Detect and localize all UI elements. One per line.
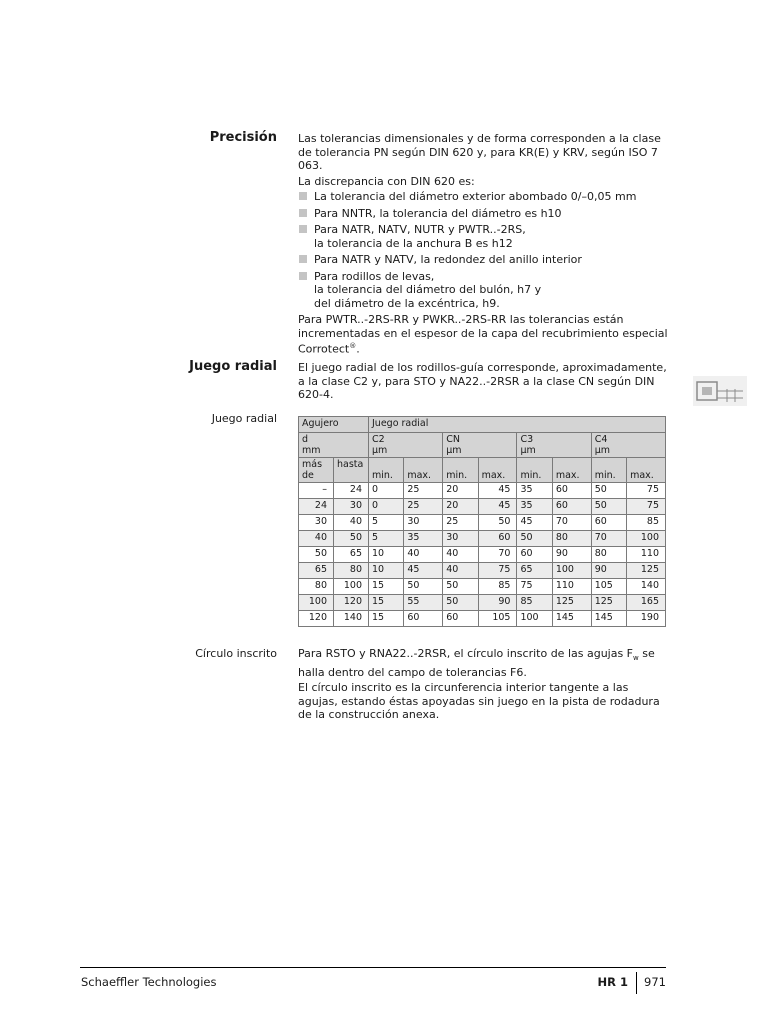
table-cell: 60 — [552, 499, 591, 515]
table-cell: 50 — [478, 515, 517, 531]
table-cell: 50 — [517, 531, 552, 547]
bullet-square-icon — [299, 255, 307, 263]
header-c4: C4 μm — [591, 433, 665, 458]
bullet-line: la tolerancia del diámetro del bulón, h7 y — [314, 283, 542, 296]
table-cell: 24 — [299, 499, 334, 515]
header-d-mm: d mm — [299, 433, 369, 458]
bearing-section-thumbnail-icon — [693, 376, 747, 406]
table-cell: 45 — [404, 563, 443, 579]
table-cell: 60 — [478, 531, 517, 547]
table-cell: 145 — [591, 611, 626, 627]
header-c2: C2 μm — [369, 433, 443, 458]
table-row — [299, 595, 666, 611]
header-max: max. — [404, 458, 443, 483]
table-cell: 35 — [517, 499, 552, 515]
table-row — [299, 515, 666, 531]
table-cell: 60 — [404, 611, 443, 627]
footer-separator — [636, 972, 637, 994]
table-cell: 75 — [517, 579, 552, 595]
table-cell: 65 — [517, 563, 552, 579]
bullet-square-icon — [299, 225, 307, 233]
precision-bullet-item — [298, 270, 670, 311]
inscribed-circle-paragraph-2: El círculo inscrito es la circunferencia interior tangente a las agujas, estando éstas apoyadas sin juego en la pista de rodadura de la construcción anexa. — [298, 681, 660, 722]
table-cell: 50 — [591, 483, 626, 499]
table-cell: 25 — [404, 483, 443, 499]
header-max: max. — [552, 458, 591, 483]
table-row — [299, 579, 666, 595]
table-cell: 25 — [404, 499, 443, 515]
precision-bullet-list — [298, 190, 670, 310]
table-cell: 70 — [478, 547, 517, 563]
table-cell: 90 — [591, 563, 626, 579]
precision-paragraph-3: Para PWTR..-2RS-RR y PWKR..-2RS-RR las tolerancias están incrementadas en el espesor de la capa del recubrimiento especial Corrotect®. — [298, 313, 668, 356]
bullet-line: La tolerancia del diámetro exterior abombado 0/–0,05 mm — [314, 190, 637, 203]
table-cell: – — [299, 483, 334, 499]
table-cell: 50 — [443, 595, 478, 611]
header-c3: C3 μm — [517, 433, 591, 458]
table-cell: 0 — [369, 499, 404, 515]
precision-heading: Precisión — [209, 130, 277, 145]
table-cell: 20 — [443, 499, 478, 515]
bullet-line: Para NATR, NATV, NUTR y PWTR..-2RS, — [314, 223, 526, 236]
header-cn: CN μm — [443, 433, 517, 458]
table-row — [299, 563, 666, 579]
table-cell: 60 — [443, 611, 478, 627]
table-cell: 140 — [627, 579, 666, 595]
precision-body — [298, 132, 670, 358]
table-row — [299, 611, 666, 627]
table-cell: 40 — [299, 531, 334, 547]
bullet-square-icon — [299, 272, 307, 280]
table-cell: 50 — [443, 579, 478, 595]
bullet-line: Para rodillos de levas, — [314, 269, 435, 283]
footer-catalog-code: HR 1 — [597, 975, 628, 989]
table-cell: 165 — [627, 595, 666, 611]
page-number: 971 — [644, 975, 666, 989]
bullet-line: del diámetro de la excéntrica, h9. — [314, 296, 500, 310]
table-cell: 5 — [369, 515, 404, 531]
precision-bullet-item — [298, 190, 670, 204]
table-cell: 105 — [591, 579, 626, 595]
bullet-line: Para NNTR, la tolerancia del diámetro es h10 — [314, 206, 562, 220]
table-cell: 60 — [517, 547, 552, 563]
table-cell: 100 — [552, 563, 591, 579]
table-cell: 125 — [627, 563, 666, 579]
table-cell: 15 — [369, 611, 404, 627]
table-cell: 30 — [334, 499, 369, 515]
table-cell: 45 — [478, 499, 517, 515]
bullet-square-icon — [299, 192, 307, 200]
table-cell: 190 — [627, 611, 666, 627]
table-cell: 10 — [369, 547, 404, 563]
inscribed-circle-paragraph-1: Para RSTO y RNA22..-2RSR, el círculo inscrito de las agujas $F_w$ se halla dentro del campo de tolerancias F6. — [298, 647, 655, 679]
header-upto: hasta — [334, 458, 369, 483]
table-cell: 25 — [443, 515, 478, 531]
footer-company: Schaeffler Technologies — [81, 975, 217, 989]
table-cell: 100 — [517, 611, 552, 627]
bullet-line: la tolerancia de la anchura B es h12 — [314, 236, 513, 250]
table-row — [299, 531, 666, 547]
radial-clearance-table — [298, 416, 666, 627]
table-cell: 125 — [552, 595, 591, 611]
table-row — [299, 499, 666, 515]
table-cell: 40 — [404, 547, 443, 563]
table-cell: 35 — [517, 483, 552, 499]
table-cell: 15 — [369, 595, 404, 611]
table-row — [299, 547, 666, 563]
header-bore: Agujero — [299, 417, 369, 433]
inscribed-circle-body — [298, 647, 670, 724]
table-cell: 100 — [334, 579, 369, 595]
table-cell: 40 — [443, 547, 478, 563]
table-cell: 105 — [478, 611, 517, 627]
table-cell: 85 — [517, 595, 552, 611]
table-cell: 110 — [627, 547, 666, 563]
table-cell: 120 — [299, 611, 334, 627]
table-cell: 125 — [591, 595, 626, 611]
table-cell: 40 — [334, 515, 369, 531]
table-cell: 80 — [552, 531, 591, 547]
table-cell: 50 — [591, 499, 626, 515]
footer-rule — [80, 967, 666, 968]
bullet-square-icon — [299, 209, 307, 217]
table-cell: 20 — [443, 483, 478, 499]
table-cell: 30 — [443, 531, 478, 547]
precision-bullet-item — [298, 253, 670, 267]
table-cell: 35 — [404, 531, 443, 547]
table-cell: 65 — [299, 563, 334, 579]
table-cell: 50 — [404, 579, 443, 595]
table-cell: 15 — [369, 579, 404, 595]
header-min: min. — [443, 458, 478, 483]
header-radial-clearance: Juego radial — [369, 417, 666, 433]
precision-bullet-item — [298, 207, 670, 221]
precision-bullet-item — [298, 223, 670, 250]
inscribed-circle-heading: Círculo inscrito — [195, 647, 277, 660]
table-cell: 30 — [404, 515, 443, 531]
table-cell: 90 — [478, 595, 517, 611]
table-cell: 45 — [478, 483, 517, 499]
table-cell: 10 — [369, 563, 404, 579]
table-cell: 75 — [478, 563, 517, 579]
table-cell: 70 — [552, 515, 591, 531]
table-cell: 85 — [627, 515, 666, 531]
table-cell: 50 — [334, 531, 369, 547]
header-min: min. — [591, 458, 626, 483]
radial-clearance-text: El juego radial de los rodillos-guía corresponde, aproximadamente, a la clase C2 y, para STO y NA22..-2RSR a la clase CN según DIN 620-4. — [298, 361, 667, 401]
table-cell: 5 — [369, 531, 404, 547]
table-cell: 60 — [591, 515, 626, 531]
header-over: más de — [299, 458, 334, 483]
table-cell: 24 — [334, 483, 369, 499]
header-min: min. — [517, 458, 552, 483]
header-max: max. — [627, 458, 666, 483]
table-cell: 100 — [299, 595, 334, 611]
table-cell: 40 — [443, 563, 478, 579]
header-min: min. — [369, 458, 404, 483]
radial-clearance-heading: Juego radial — [189, 359, 277, 374]
table-cell: 80 — [299, 579, 334, 595]
table-cell: 60 — [552, 483, 591, 499]
table-cell: 80 — [334, 563, 369, 579]
table-cell: 50 — [299, 547, 334, 563]
table-cell: 45 — [517, 515, 552, 531]
table-cell: 145 — [552, 611, 591, 627]
table-cell: 120 — [334, 595, 369, 611]
table-row — [299, 483, 666, 499]
table-cell: 55 — [404, 595, 443, 611]
table-cell: 110 — [552, 579, 591, 595]
table-cell: 85 — [478, 579, 517, 595]
table-cell: 70 — [591, 531, 626, 547]
precision-paragraph-1: Las tolerancias dimensionales y de forma corresponden a la clase de tolerancia PN según DIN 620 y, para KR(E) y KRV, según ISO 7 063. — [298, 132, 661, 172]
precision-paragraph-2: La discrepancia con DIN 620 es: — [298, 174, 475, 188]
table-cell: 65 — [334, 547, 369, 563]
table-cell: 75 — [627, 499, 666, 515]
table-cell: 140 — [334, 611, 369, 627]
table-cell: 100 — [627, 531, 666, 547]
table-cell: 90 — [552, 547, 591, 563]
table-cell: 30 — [299, 515, 334, 531]
table-cell: 0 — [369, 483, 404, 499]
table-cell: 75 — [627, 483, 666, 499]
table-cell: 80 — [591, 547, 626, 563]
bullet-line: Para NATR y NATV, la redondez del anillo interior — [314, 253, 582, 266]
table-caption: Juego radial — [211, 412, 277, 425]
header-max: max. — [478, 458, 517, 483]
